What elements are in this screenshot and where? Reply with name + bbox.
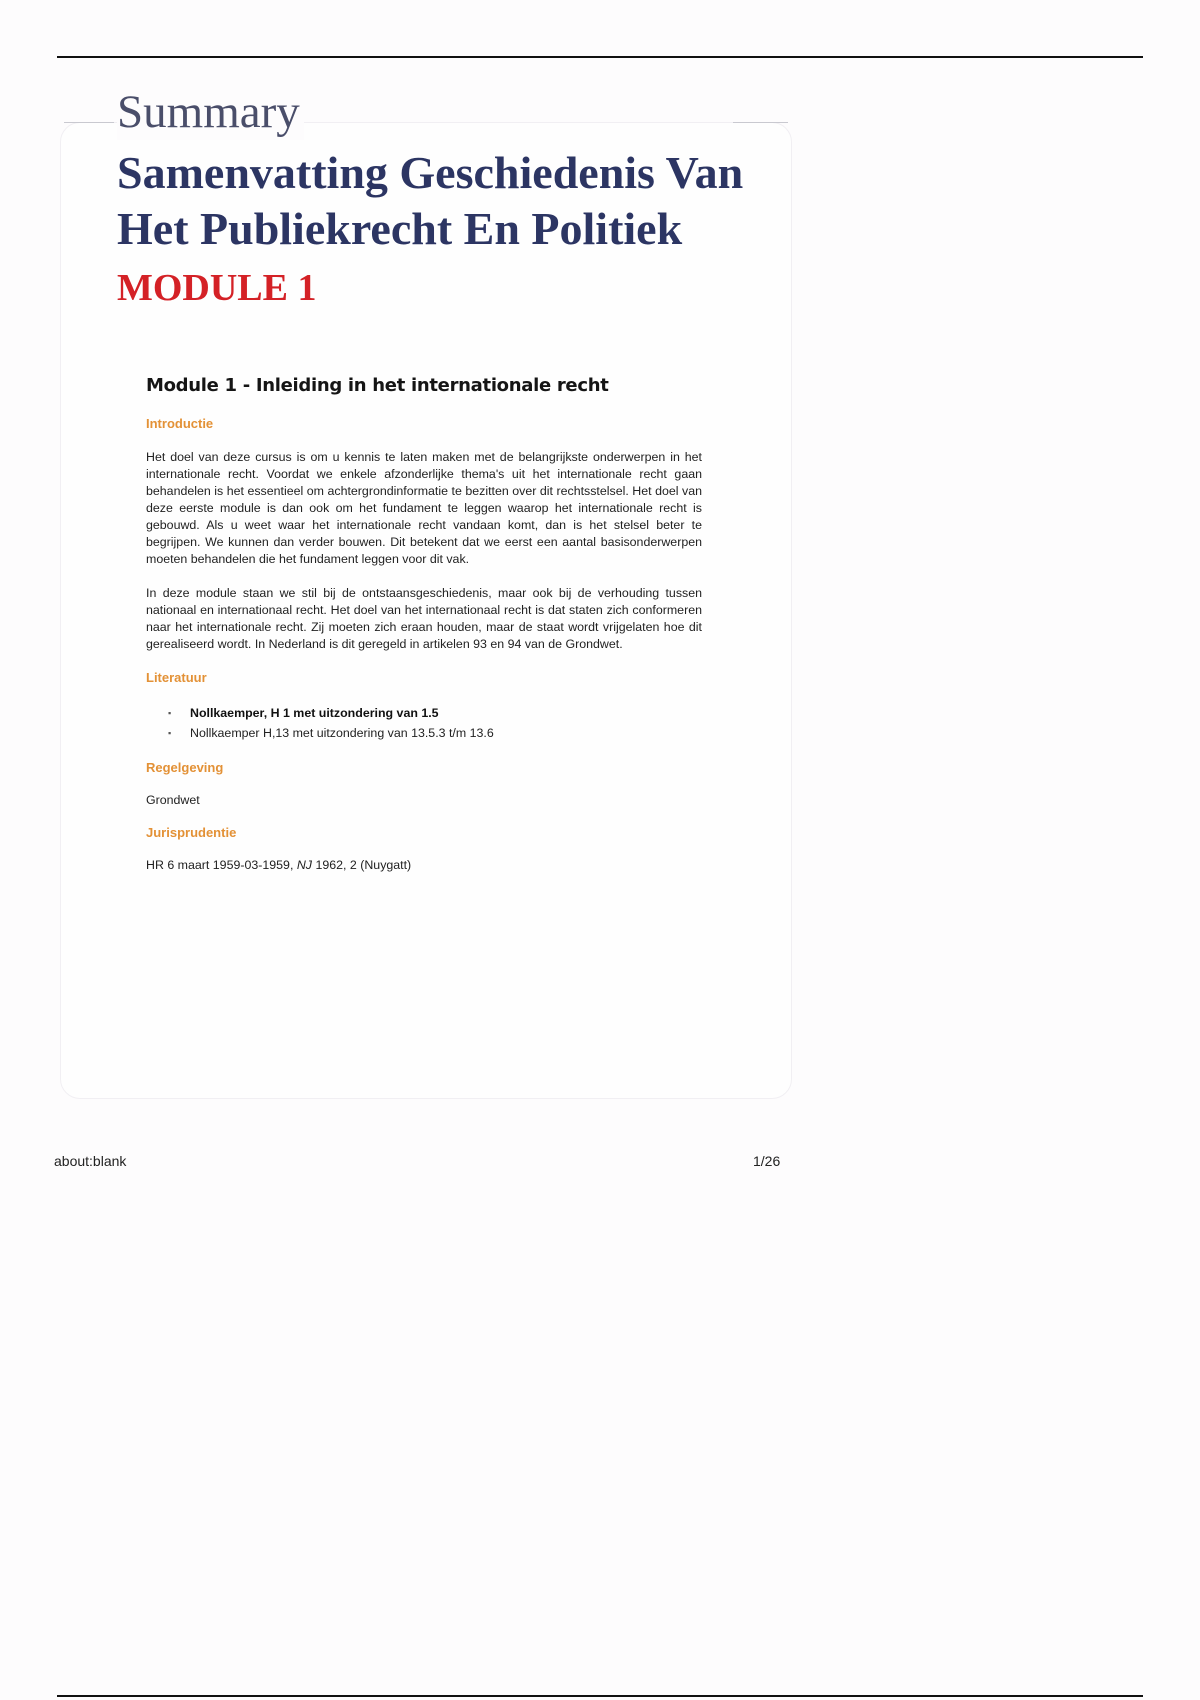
page-number: 1/26 (753, 1153, 781, 1169)
bullet-icon: ▪ (168, 728, 172, 738)
document-title-module: MODULE 1 (117, 267, 317, 309)
jurisprudentie-text-before: HR 6 maart 1959-03-1959, (146, 858, 297, 872)
introductie-paragraph-1: Het doel van deze cursus is om u kennis te laten maken met de belangrijkste onderwerpen in het internationale recht. Voordat we enkele afzonderlijke thema's uit het internationale recht gaan behandelen is het essentieel om achtergrondinformatie te bezitten over dit rechtsstelsel. Het doel van deze eerste module is dan ook om het fundament te leggen waarop het internationale recht is gebouwd. Als u weet waar het internationale recht vandaan komt, dan is het stelsel beter te begrijpen. We kunnen dan verder bouwen. Dit betekent dat we eerst een aantal basisonderwerpen moeten behandelen die het fundament leggen voor dit vak. (146, 450, 702, 566)
introductie-paragraph-2: In deze module staan we stil bij de ontstaansgeschiedenis, maar ook bij de verhouding tussen nationaal en internationaal recht. Het doel van het internationaal recht is dat staten zich conformeren naar het internationale recht. Zij moeten zich eraan houden, maar de staat wordt vrijgelaten hoe dit gerealiseerd wordt. In Nederland is dit geregeld in artikelen 93 en 94 van de Grondwet. (146, 586, 702, 651)
summary-label: Summary (117, 84, 304, 140)
top-rule (57, 56, 1143, 58)
section-heading-jurisprudentie: Jurisprudentie (146, 825, 237, 840)
literatuur-item-label: Nollkaemper, H 1 met uitzondering van 1.5 (190, 706, 439, 720)
document-title-main: Samenvatting Geschiedenis Van Het Publiekrecht En Politiek (117, 147, 744, 254)
bottom-rule (57, 1695, 1143, 1697)
jurisprudentie-text (146, 858, 702, 872)
list-item (146, 703, 702, 723)
section-heading-introductie: Introductie (146, 416, 214, 431)
footer-url: about:blank (54, 1153, 127, 1169)
bullet-icon: ▪ (168, 708, 172, 718)
module-content (146, 375, 702, 890)
module-heading: Module 1 - Inleiding in het internationale recht (146, 375, 609, 396)
jurisprudentie-text-after: 1962, 2 (Nuygatt) (312, 858, 412, 872)
literatuur-item-label: Nollkaemper H,13 met uitzondering van 13.5.3 t/m 13.6 (190, 726, 494, 740)
section-heading-regelgeving: Regelgeving (146, 760, 224, 775)
jurisprudentie-text-italic: NJ (296, 858, 312, 872)
document-title (117, 145, 757, 316)
section-heading-literatuur: Literatuur (146, 670, 207, 685)
card-border-left-segment (64, 122, 114, 123)
regelgeving-text: Grondwet (146, 793, 200, 807)
list-item (146, 723, 702, 743)
card-border-right-segment (733, 122, 788, 123)
literatuur-list (146, 703, 702, 743)
